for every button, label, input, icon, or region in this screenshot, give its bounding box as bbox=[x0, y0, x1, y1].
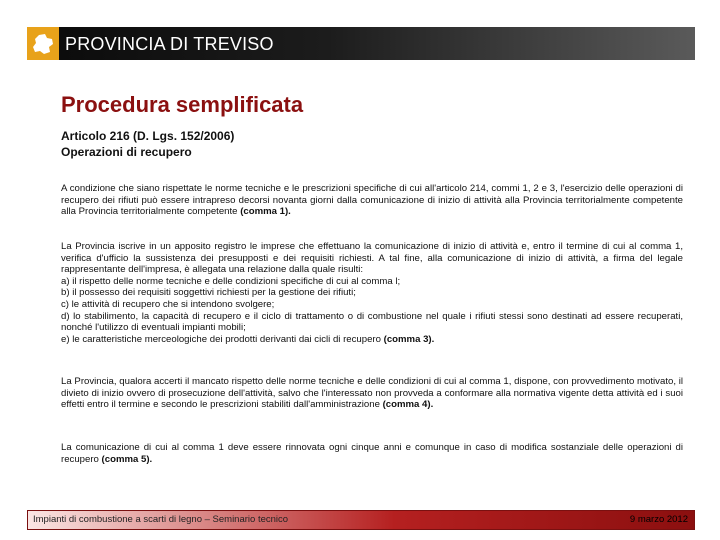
paragraph-4-text: La comunicazione di cui al comma 1 deve essere rinnovata ogni cinque anni e comunque in caso di modifica sostanziale delle operazioni di recupero bbox=[61, 442, 683, 465]
paragraph-3-text: La Provincia, qualora accerti il mancato rispetto delle norme tecniche e delle condizioni di cui al comma 1, dispone, con provvedimento motivato, il divieto di inizio ovvero di prosecuzione dell'attività, salvo che l'interessato non provveda a conformare alla normativa vigente detta attività ed i suoi effetti entro il termine e secondo le prescrizioni stabiliti dall'amministrazione bbox=[61, 376, 683, 411]
footer-title: Impianti di combustione a scarti di legno – Seminario tecnico bbox=[33, 514, 289, 525]
header-bar bbox=[27, 27, 695, 60]
page-title: Procedura semplificata bbox=[61, 92, 304, 117]
header-title: PROVINCIA DI TREVISO bbox=[65, 34, 274, 54]
footer-date: 9 marzo 2012 bbox=[629, 514, 688, 525]
list-item: a) il rispetto delle norme tecniche e delle condizioni specifiche di cui al comma l; bbox=[61, 275, 401, 287]
paragraph-3-ref: (comma 4). bbox=[382, 399, 434, 411]
paragraph-3 bbox=[61, 376, 683, 411]
paragraph-4 bbox=[61, 442, 683, 465]
logo bbox=[27, 27, 59, 60]
province-map-icon bbox=[31, 33, 55, 55]
paragraph-4-ref: (comma 5). bbox=[101, 453, 153, 465]
list-item: e) le caratteristiche merceologiche dei prodotti derivanti dai cicli di recupero bbox=[61, 333, 381, 345]
list-item: c) le attività di recupero che si intendono svolgere; bbox=[61, 298, 275, 310]
subtitle-article: Articolo 216 (D. Lgs. 152/2006) bbox=[61, 129, 235, 143]
list-item: d) lo stabilimento, la capacità di recupero e il ciclo di trattamento o di combustione nel quale i rifiuti stessi sono destinati ad essere recuperati, nonché l'utilizzo di eventuali impianti mobili; bbox=[61, 310, 683, 334]
footer-bar bbox=[27, 510, 695, 530]
title-block bbox=[61, 92, 683, 160]
paragraph-2-ref: (comma 3). bbox=[383, 333, 435, 345]
list-item: b) il possesso dei requisiti soggettivi richiesti per la gestione dei rifiuti; bbox=[61, 287, 356, 299]
paragraph-2-text: La Provincia iscrive in un apposito registro le imprese che effettuano la comunicazione di inizio di attività e, entro il termine di cui al comma 1, verifica d'ufficio la sussistenza dei presupposti e dei requisiti richiesti. A tal fine, alla comunicazione di inizio di attività, a firma del legale rappresentante dell'impresa, è allegata una relazione dalla quale risulti: bbox=[61, 241, 683, 276]
paragraph-1-text: A condizione che siano rispettate le norme tecniche e le prescrizioni specifiche di cui all'articolo 214, commi 1, 2 e 3, l'esercizio delle operazioni di recupero dei rifiuti può essere intrapreso decorsi novanta giorni dalla comunicazione di inizio di attività alla Provincia territorialmente competente alla Provincia territorialmente competente bbox=[61, 183, 683, 218]
paragraph-2 bbox=[61, 241, 683, 345]
paragraph-1 bbox=[61, 183, 683, 218]
subtitle-operations: Operazioni di recupero bbox=[61, 145, 192, 159]
paragraph-1-ref: (comma 1). bbox=[240, 206, 291, 218]
